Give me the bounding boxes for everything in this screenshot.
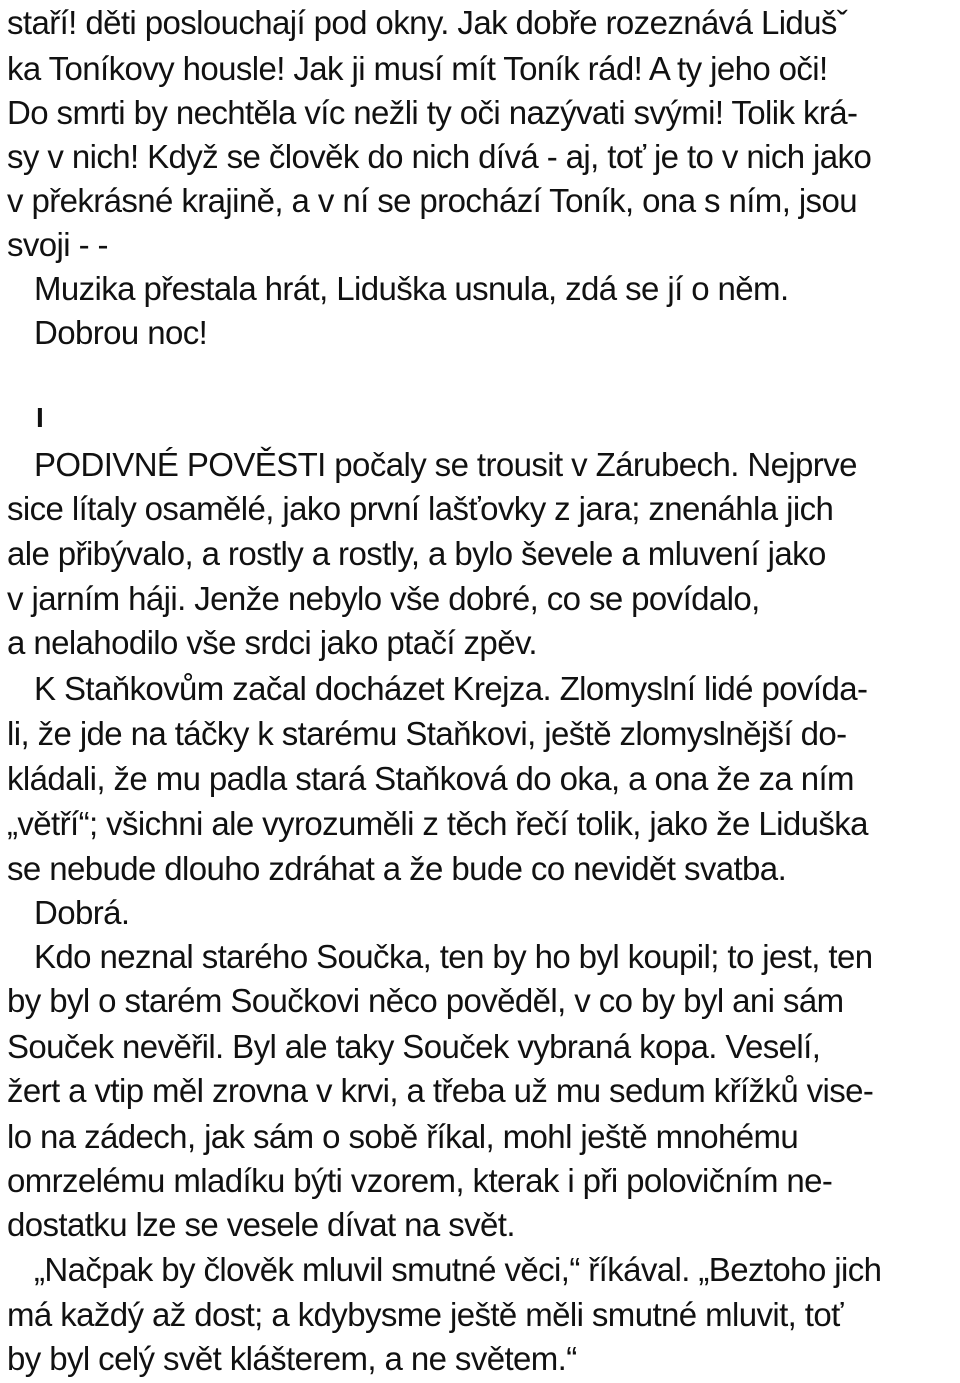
text-line: li, že jde na táčky k starému Staňkovi, ještě zlomyslnější do- — [7, 715, 847, 752]
text-line: ale přibývalo, a rostly a rostly, a bylo ševele a mluvení jako — [7, 535, 826, 572]
text-line: by byl celý svět klášterem, a ne světem.“ — [7, 1340, 577, 1377]
text-line: PODIVNÉ POVĚSTI počaly se trousit v Zárubech. Nejprve — [34, 446, 857, 483]
text-line: žert a vtip měl zrovna v krvi, a třeba už mu sedum křížků vise- — [7, 1072, 874, 1109]
text-line: Do smrti by nechtěla víc nežli ty oči nazývati svými! Tolik krá- — [7, 94, 858, 131]
text-line: Dobrou noc! — [34, 314, 208, 351]
text-line: lo na zádech, jak sám o sobě říkal, mohl ještě mnohému — [7, 1118, 799, 1155]
text-line: K Staňkovům začal docházet Krejza. Zlomyslní lidé povída- — [34, 670, 868, 707]
text-line: Kdo neznal starého Součka, ten by ho byl koupil; to jest, ten — [34, 938, 873, 975]
text-line: omrzelému mladíku býti vzorem, kterak i při polovičním ne- — [7, 1162, 833, 1199]
text-line: v překrásné krajině, a v ní se prochází Toník, ona s ním, jsou — [7, 182, 857, 219]
text-line: by byl o starém Součkovi něco pověděl, v co by byl ani sám — [7, 982, 844, 1019]
text-line: má každý až dost; a kdybysme ještě měli smutné mluvit, toť — [7, 1296, 843, 1333]
text-line: se nebude dlouho zdráhat a že bude co nevidět svatba. — [7, 850, 787, 887]
text-line: Souček nevěřil. Byl ale taky Souček vybraná kopa. Veselí, — [7, 1028, 821, 1065]
text-line: ka Toníkovy housle! Jak ji musí mít Toník rád! A ty jeho oči! — [7, 50, 828, 87]
text-line: staří! děti poslouchají pod okny. Jak dobře rozeznává Lidušˇ — [7, 4, 848, 41]
text-line: v jarním háji. Jenže nebylo vše dobré, co se povídalo, — [7, 580, 760, 617]
text-line: a nelahodilo vše srdci jako ptačí zpěv. — [7, 624, 537, 661]
chapter-number: I — [36, 402, 44, 433]
text-line: Muzika přestala hrát, Liduška usnula, zdá se jí o něm. — [34, 270, 789, 307]
text-line: sice lítaly osamělé, jako první lašťovky z jara; znenáhla jich — [7, 490, 834, 527]
text-line: dostatku lze se vesele dívat na svět. — [7, 1206, 515, 1243]
text-line: „Načpak by člověk mluvil smutné věci,“ říkával. „Beztoho jich — [34, 1251, 882, 1288]
text-line: „větří“; všichni ale vyrozuměli z těch řečí tolik, jako že Liduška — [7, 805, 868, 842]
text-line: sy v nich! Když se člověk do nich dívá - aj, toť je to v nich jako — [7, 138, 872, 175]
text-line: svoji - - — [7, 226, 108, 263]
text-line: kládali, že mu padla stará Staňková do oka, a ona že za ním — [7, 760, 854, 797]
text-line: Dobrá. — [34, 894, 130, 931]
